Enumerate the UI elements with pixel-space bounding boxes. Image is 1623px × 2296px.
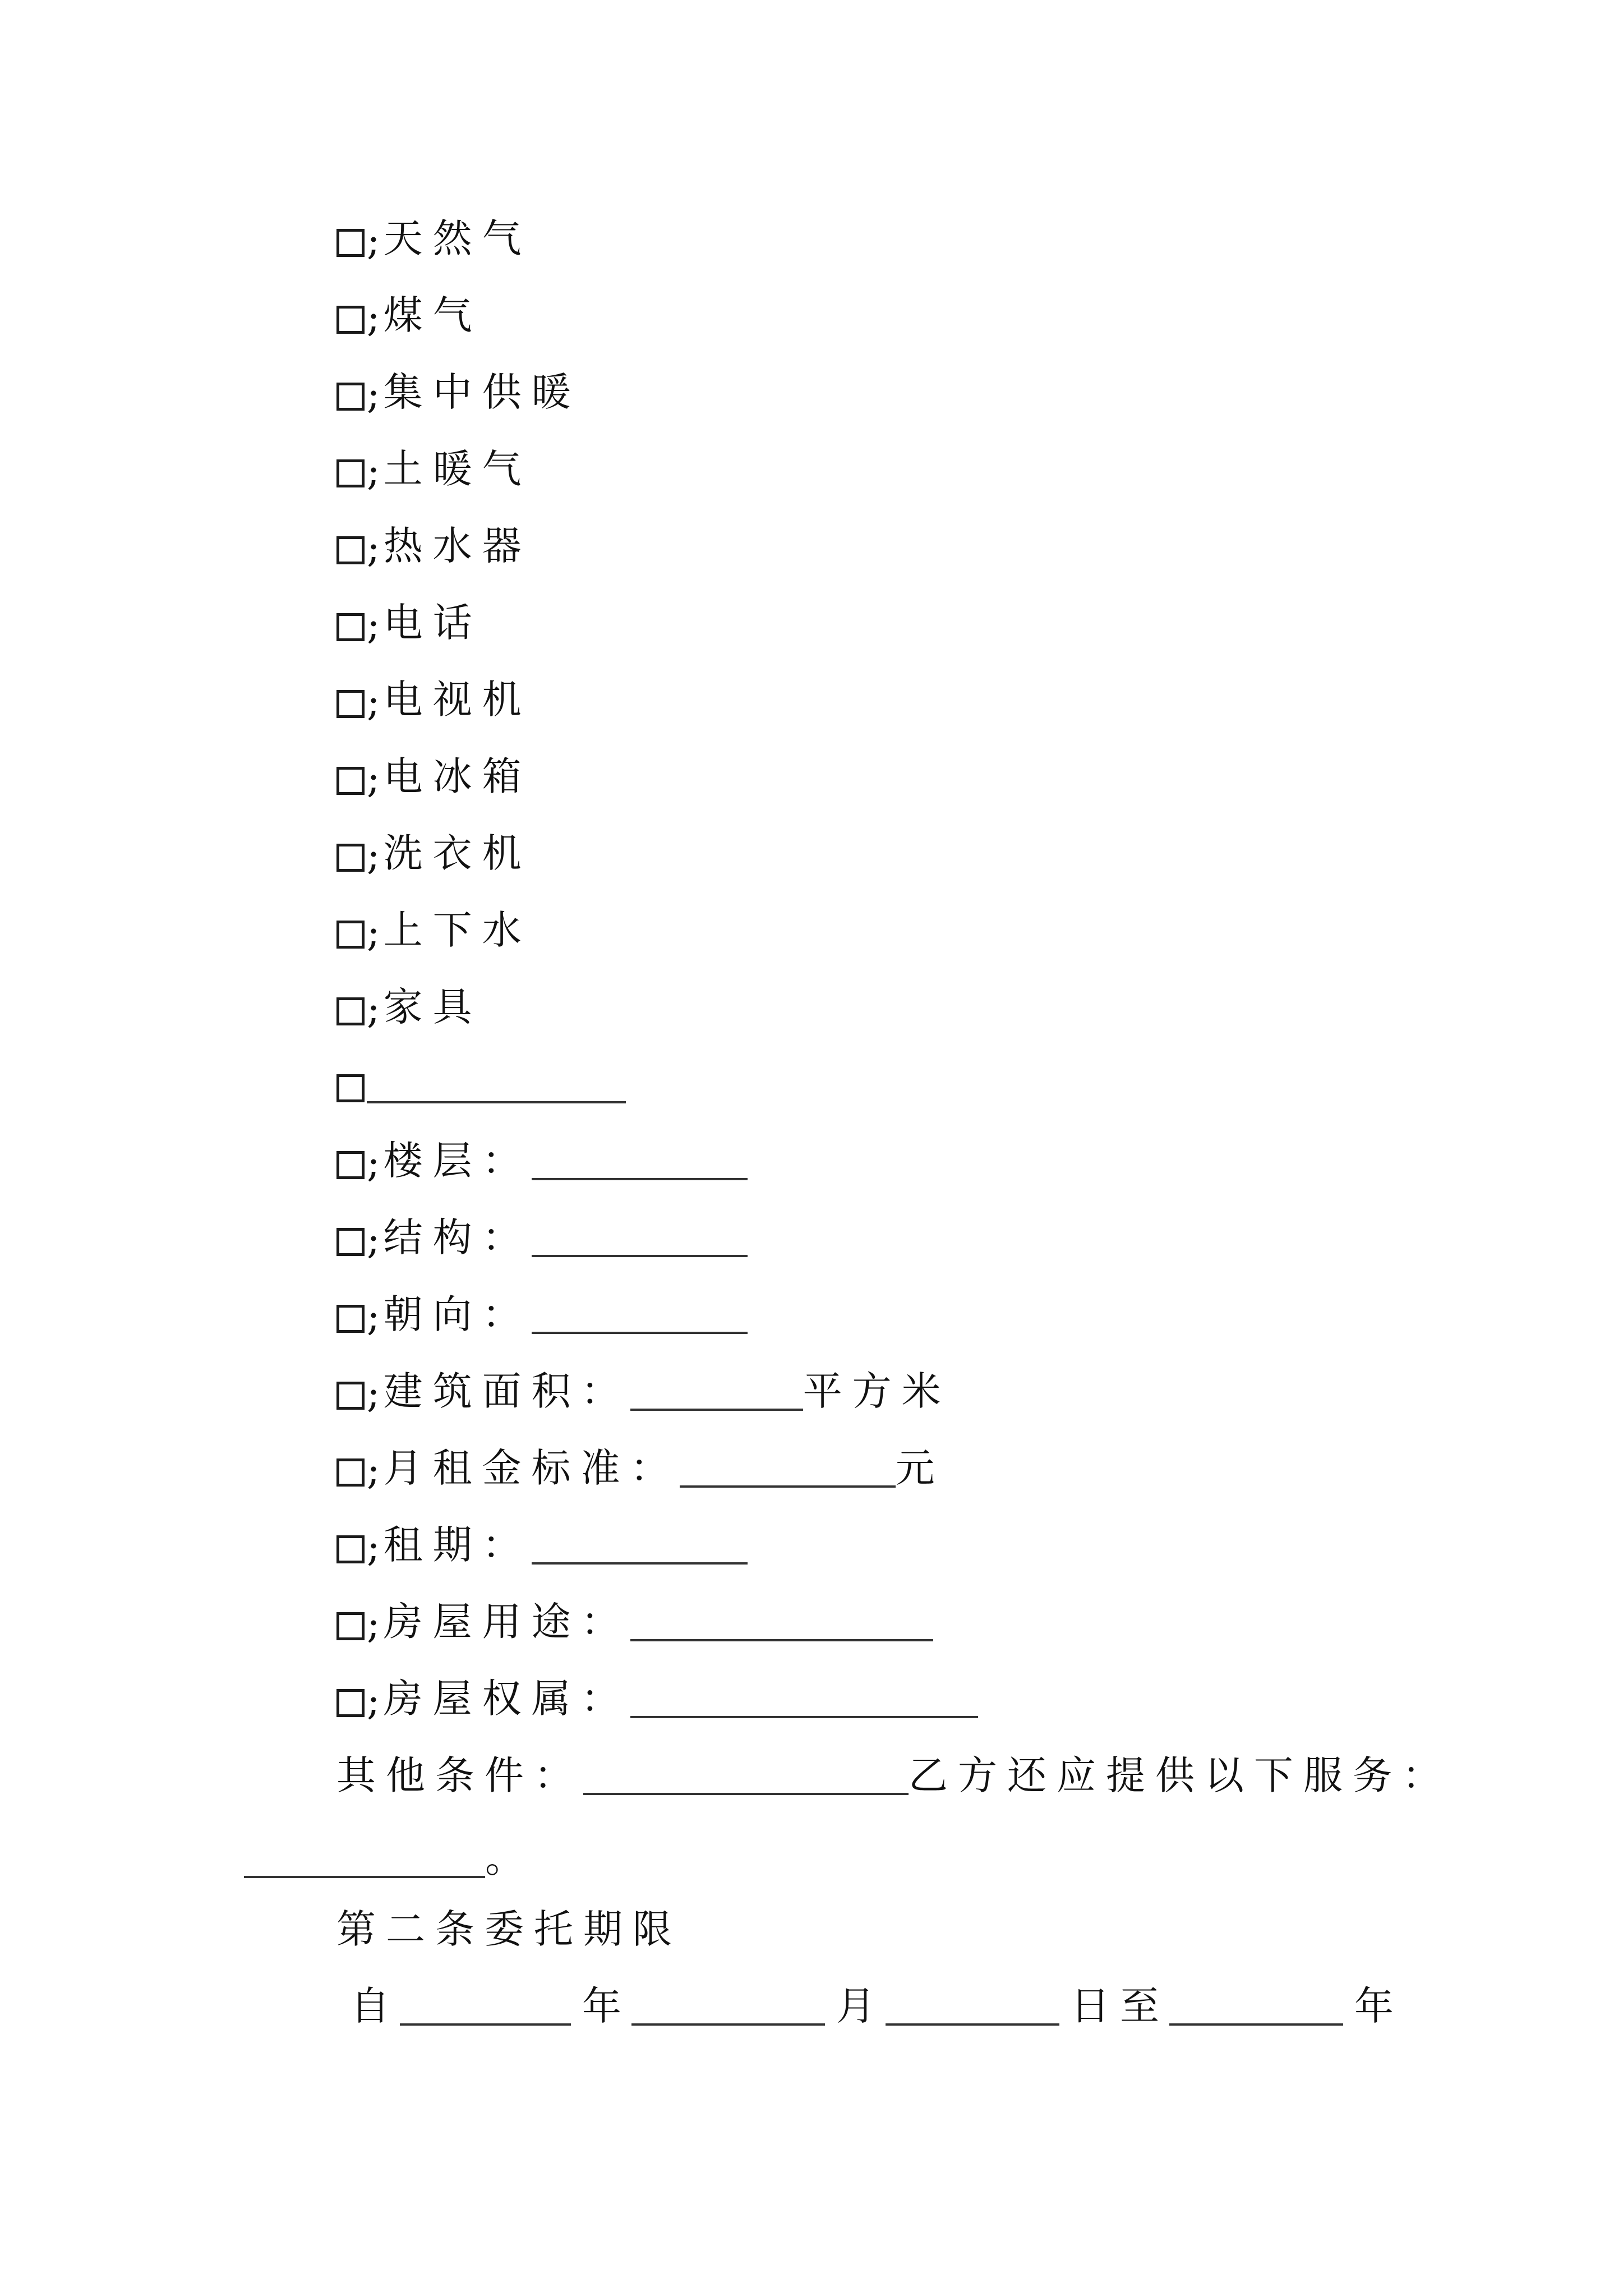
- checkbox-icon[interactable]: [336, 1535, 365, 1563]
- field-floor: ; 楼层：: [336, 1135, 748, 1186]
- fill-in-blank[interactable]: [244, 1876, 485, 1878]
- checklist-item-central-heating: ; 集中供暖: [336, 367, 581, 417]
- checkbox-icon[interactable]: [336, 844, 365, 872]
- article-title: 第二条委托期限: [336, 1906, 682, 1952]
- fill-in-blank[interactable]: [630, 1409, 803, 1411]
- checkbox-icon[interactable]: [336, 690, 365, 718]
- checklist-item-water-heater: ; 热水器: [336, 521, 532, 571]
- fill-in-blank[interactable]: [532, 1178, 748, 1180]
- fill-in-blank[interactable]: [630, 1716, 978, 1718]
- rent-unit: 元: [895, 1445, 945, 1491]
- checkbox-icon[interactable]: [336, 1228, 365, 1256]
- checklist-label: 天然气: [383, 215, 532, 261]
- fill-in-blank[interactable]: [367, 1101, 626, 1103]
- field-orientation: ; 朝向：: [336, 1289, 748, 1340]
- checklist-item-television: ; 电视机: [336, 674, 532, 725]
- checklist-label: 热水器: [383, 523, 532, 569]
- fill-in-blank[interactable]: [1169, 2023, 1343, 2026]
- checklist-label: 上下水: [383, 907, 532, 953]
- checklist-label: 集中供暖: [383, 369, 581, 415]
- checkbox-icon[interactable]: [336, 1612, 365, 1640]
- fill-in-blank[interactable]: [400, 2023, 571, 2026]
- checkbox-icon[interactable]: [336, 1458, 365, 1487]
- checklist-item-local-heating: ; 土暖气: [336, 444, 532, 494]
- other-conditions-label: 其他条件：: [336, 1752, 583, 1798]
- checklist-item-custom: [336, 1059, 626, 1109]
- field-label: 租期：: [383, 1522, 532, 1568]
- fill-in-blank[interactable]: [532, 1332, 748, 1334]
- checkbox-icon[interactable]: [336, 1305, 365, 1333]
- date-year-2: 年: [1354, 1983, 1404, 2029]
- article-2-heading: [336, 1904, 682, 1954]
- field-label: 结构：: [383, 1214, 532, 1260]
- checkbox-icon[interactable]: [336, 613, 365, 641]
- field-label: 朝向：: [383, 1291, 532, 1337]
- checkbox-icon[interactable]: [336, 767, 365, 795]
- date-month: 月: [836, 1983, 886, 2029]
- field-label: 建筑面积：: [383, 1368, 630, 1414]
- checklist-label: 电冰箱: [383, 753, 532, 799]
- checklist-item-telephone: ; 电话: [336, 597, 482, 648]
- checklist-item-natural-gas: ; 天然气: [336, 213, 532, 264]
- checkbox-icon[interactable]: [336, 306, 365, 334]
- field-label: 房屋用途：: [383, 1599, 630, 1645]
- checklist-label: 煤气: [383, 292, 482, 338]
- checkbox-icon[interactable]: [336, 1151, 365, 1179]
- date-day-to: 日至: [1071, 1983, 1169, 2029]
- checklist-item-refrigerator: ; 电冰箱: [336, 751, 532, 802]
- checkbox-icon[interactable]: [336, 383, 365, 411]
- field-term: ; 租期：: [336, 1520, 748, 1570]
- checklist-label: 电话: [383, 600, 482, 646]
- fill-in-blank[interactable]: [630, 1639, 933, 1641]
- field-area: ; 建筑面积： 平方米: [336, 1366, 951, 1416]
- checklist-item-furniture: ; 家具: [336, 982, 482, 1032]
- checkbox-icon[interactable]: [336, 997, 365, 1025]
- checklist-label: 家具: [383, 984, 482, 1030]
- checklist-item-plumbing: ; 上下水: [336, 905, 532, 955]
- other-conditions-line: [336, 1750, 1451, 1801]
- checklist-label: 洗衣机: [383, 830, 532, 876]
- field-structure: ; 结构：: [336, 1212, 748, 1263]
- fill-in-blank[interactable]: [532, 1562, 748, 1565]
- checklist-label: 土暖气: [383, 446, 532, 492]
- service-label: 乙方还应提供以下服务：: [909, 1752, 1451, 1798]
- field-usage: ; 房屋用途：: [336, 1596, 933, 1647]
- fill-in-blank[interactable]: [631, 2023, 825, 2026]
- checkbox-icon[interactable]: [336, 1382, 365, 1410]
- fill-in-blank[interactable]: [680, 1485, 896, 1488]
- checklist-item-washing-machine: ; 洗衣机: [336, 828, 532, 878]
- checklist-item-coal-gas: ; 煤气: [336, 290, 482, 341]
- checkbox-icon[interactable]: [336, 1074, 365, 1102]
- field-label: 房屋权属：: [383, 1676, 630, 1722]
- checkbox-icon[interactable]: [336, 1689, 365, 1717]
- checkbox-icon[interactable]: [336, 459, 365, 487]
- checkbox-icon[interactable]: [336, 536, 365, 564]
- field-rent: ; 月租金标准： 元: [336, 1443, 945, 1493]
- full-stop: 。: [485, 1835, 524, 1881]
- article-2-dates: [351, 1981, 1404, 2031]
- fill-in-blank[interactable]: [532, 1255, 748, 1257]
- field-ownership: ; 房屋权属：: [336, 1673, 978, 1724]
- other-conditions-continuation: [244, 1833, 524, 1884]
- fill-in-blank[interactable]: [583, 1793, 909, 1795]
- checkbox-icon[interactable]: [336, 921, 365, 949]
- field-label: 楼层：: [383, 1138, 532, 1184]
- field-label: 月租金标准：: [383, 1445, 680, 1491]
- checkbox-icon[interactable]: [336, 229, 365, 257]
- fill-in-blank[interactable]: [886, 2023, 1059, 2026]
- checklist-label: 电视机: [383, 677, 532, 723]
- date-from: 自: [351, 1983, 400, 2029]
- date-year: 年: [582, 1983, 631, 2029]
- area-unit: 平方米: [803, 1368, 951, 1414]
